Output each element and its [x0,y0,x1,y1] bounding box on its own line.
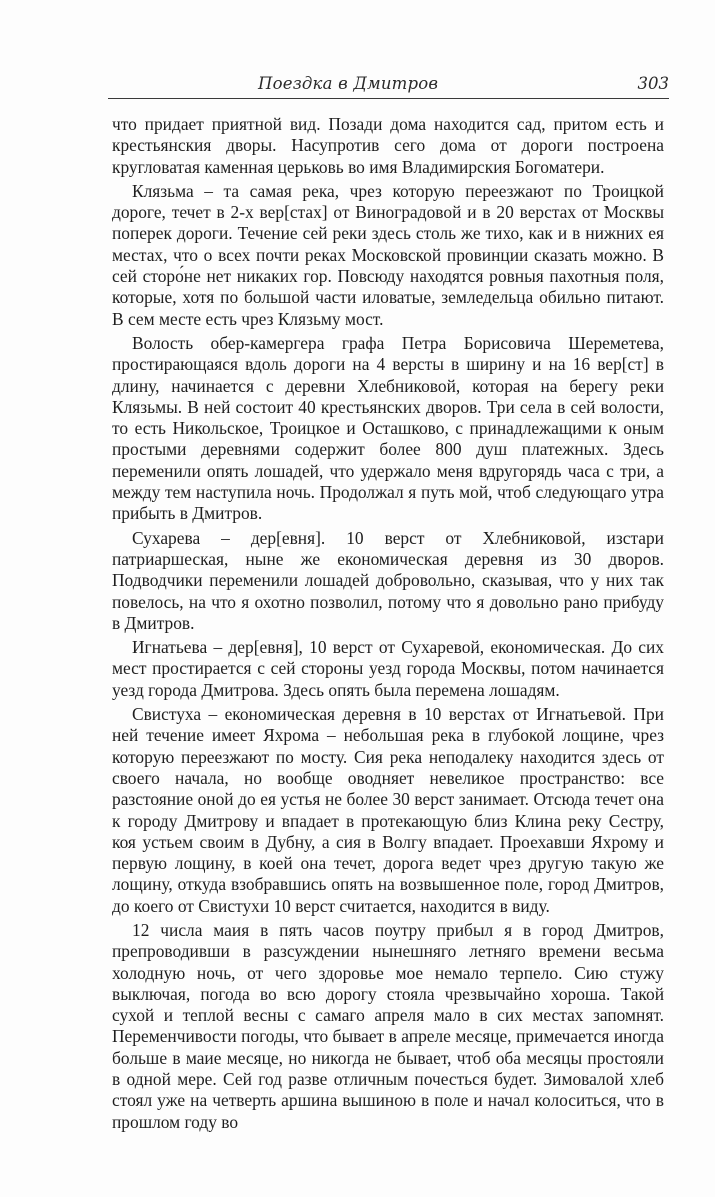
paragraph-sheremetev-volost: Волость обер-камергера графа Петра Борисовича Шереметева, простирающаяся вдоль дороги на 4 версты в ширину и на 16 вер[ст] в длину, начинается с деревни Хлебниковой, которая на берегу реки Клязьмы. В ней состоит 40 крестьянских дворов. Три села в сей волости, то есть Никольское, Троицкое и Осташково, с принадлежащими к оным простыми деревнями содержит более 800 душ платежных. Здесь переменили опять лошадей, что удержало меня вдругорядь часа с три, а между тем наступила ночь. Продолжал я путь мой, чтоб следующаго утра прибыть в Дмитров. [112,332,664,524]
page-number: 303 [637,74,669,93]
paragraph-svistukha: Свистуха – економическая деревня в 10 верстах от Игнатьевой. При ней течение имеет Яхрома – небольшая река в глубокой лощине, чрез которую переезжают по мосту. Сия река неподалеку находится здесь от своего начала, но вообще оводняет невеликое пространство: все разстояние оной до ея устья не более 30 верст занимает. Отсюда течет она к городу Дмитрову и впадает в протекающую близ Клина реку Сестру, коя устьем своим в Дубну, а сия в Волгу впадает. Проехавши Яхрому и первую лощину, в коей она течет, дорога ведет чрез другую такую же лощину, откуда взобравшись опять на возвышенное поле, город Дмитров, до коего от Свистухи 10 верст считается, находится в виду. [112,704,664,916]
paragraph-ignatyeva: Игнатьева – дер[евня], 10 верст от Сухаревой, економическая. До сих мест простирается с сей стороны уезд города Москвы, потом начинается уезд города Дмитрова. Здесь опять была перемена лошадям. [112,637,664,700]
paragraph-arrival-dmitrov: 12 числа маия в пять часов поутру прибыл я в город Дмитров, препроводивши в разсуждении нынешняго летняго времени весьма холодную ночь, от чего здоровье мое немало терпело. Сию стужу выключая, погода во всю дорогу стояла чрезвычайно хороша. Такой сухой и теплой весны с самаго апреля мало в сих местах запомнят. Переменчивости погоды, что бывает в апреле месяце, примечается иногда больше в маие месяце, но никогда не бывает, чтоб оба месяцы простояли в одной мере. Сей год разве отличным почесться будет. Зимовалой хлеб стоял уже на четверть аршина вышиною в поле и начал колоситься, что в прошлом году во [112,919,664,1132]
paragraph-klyazma: Клязьма – та самая река, чрез которую переезжают по Троицкой дороге, течет в 2-х вер[стах] от Виноградовой и в 20 верстах от Москвы поперек дороги. Течение сей реки здесь столь же тихо, как и в нижних ея местах, что о всех почти реках Московской провинции сказать можно. В сей сторо́не нет никаких гор. Повсюду находятся ровныя пахотныя поля, которые, хотя по большой части иловатые, земледельца обильно питают. В сем месте есть чрез Клязьму мост. [112,180,664,329]
running-title: Поездка в Дмитров [258,74,439,93]
body-text [112,114,664,1136]
running-header [108,72,669,99]
paragraph-continuation: что придает приятной вид. Позади дома находится сад, притом есть и крестьянския дворы. Насупротив сего дома от дороги построена кругловатая каменная церьковь во имя Владимирския Богоматери. [112,114,664,177]
paragraph-sukhareva: Сухарева – дер[евня]. 10 верст от Хлебниковой, изстари патриаршеская, ныне же економическая деревня из 30 дворов. Подводчики переменили лошадей добровольно, сказывая, что у них так повелось, на что я охотно позволил, потому что я довольно рано прибуду в Дмитров. [112,527,664,633]
